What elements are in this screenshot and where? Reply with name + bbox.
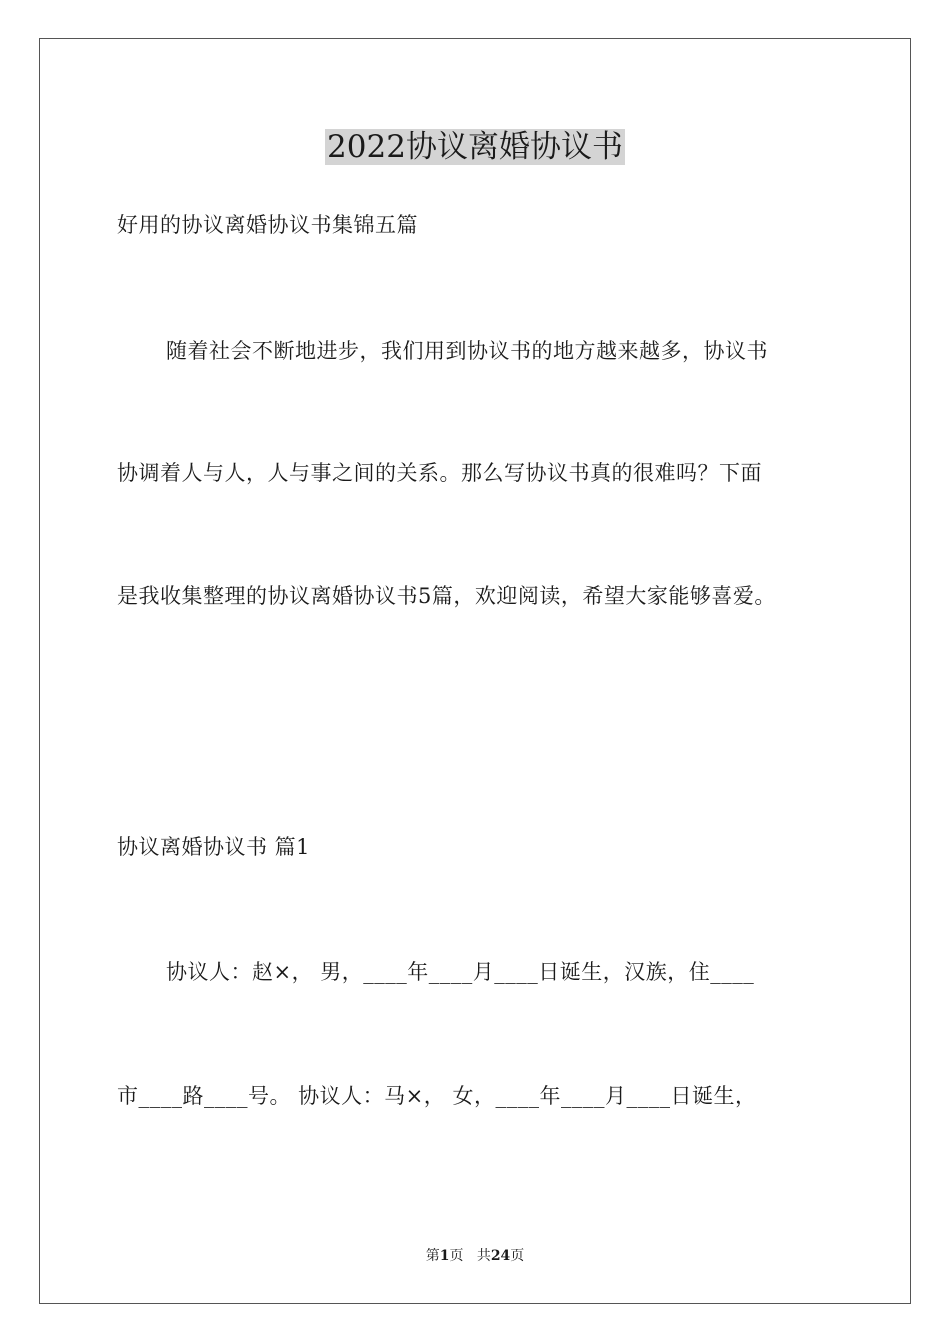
intro-line-2: 协调着人与人，人与事之间的关系。那么写协议书真的很难吗？下面 [117,461,762,485]
intro-line-1: 随着社会不断地进步，我们用到协议书的地方越来越多，协议书 [166,339,768,363]
intro-line-3: 是我收集整理的协议离婚协议书5篇，欢迎阅读，希望大家能够喜爱。 [117,584,776,608]
section-heading: 协议离婚协议书 篇1 [117,835,311,859]
page-footer [0,1247,950,1265]
document-title [0,126,950,168]
total-pages: 24 [490,1248,511,1264]
body-line-2: 市____路____号。 协议人：马×， 女，____年____月____日诞生， [117,1084,757,1108]
page-number: 1 [439,1248,450,1264]
body-line-1: 协议人：赵×， 男，____年____月____日诞生，汉族，住____ [166,960,755,984]
document-subtitle: 好用的协议离婚协议书集锦五篇 [117,213,418,237]
document-title-text: 2022协议离婚协议书 [327,129,623,165]
total-suffix: 页 [510,1248,525,1264]
page-suffix: 页 [449,1248,464,1264]
total-prefix: 共 [476,1248,491,1264]
page-prefix: 第 [425,1248,440,1264]
